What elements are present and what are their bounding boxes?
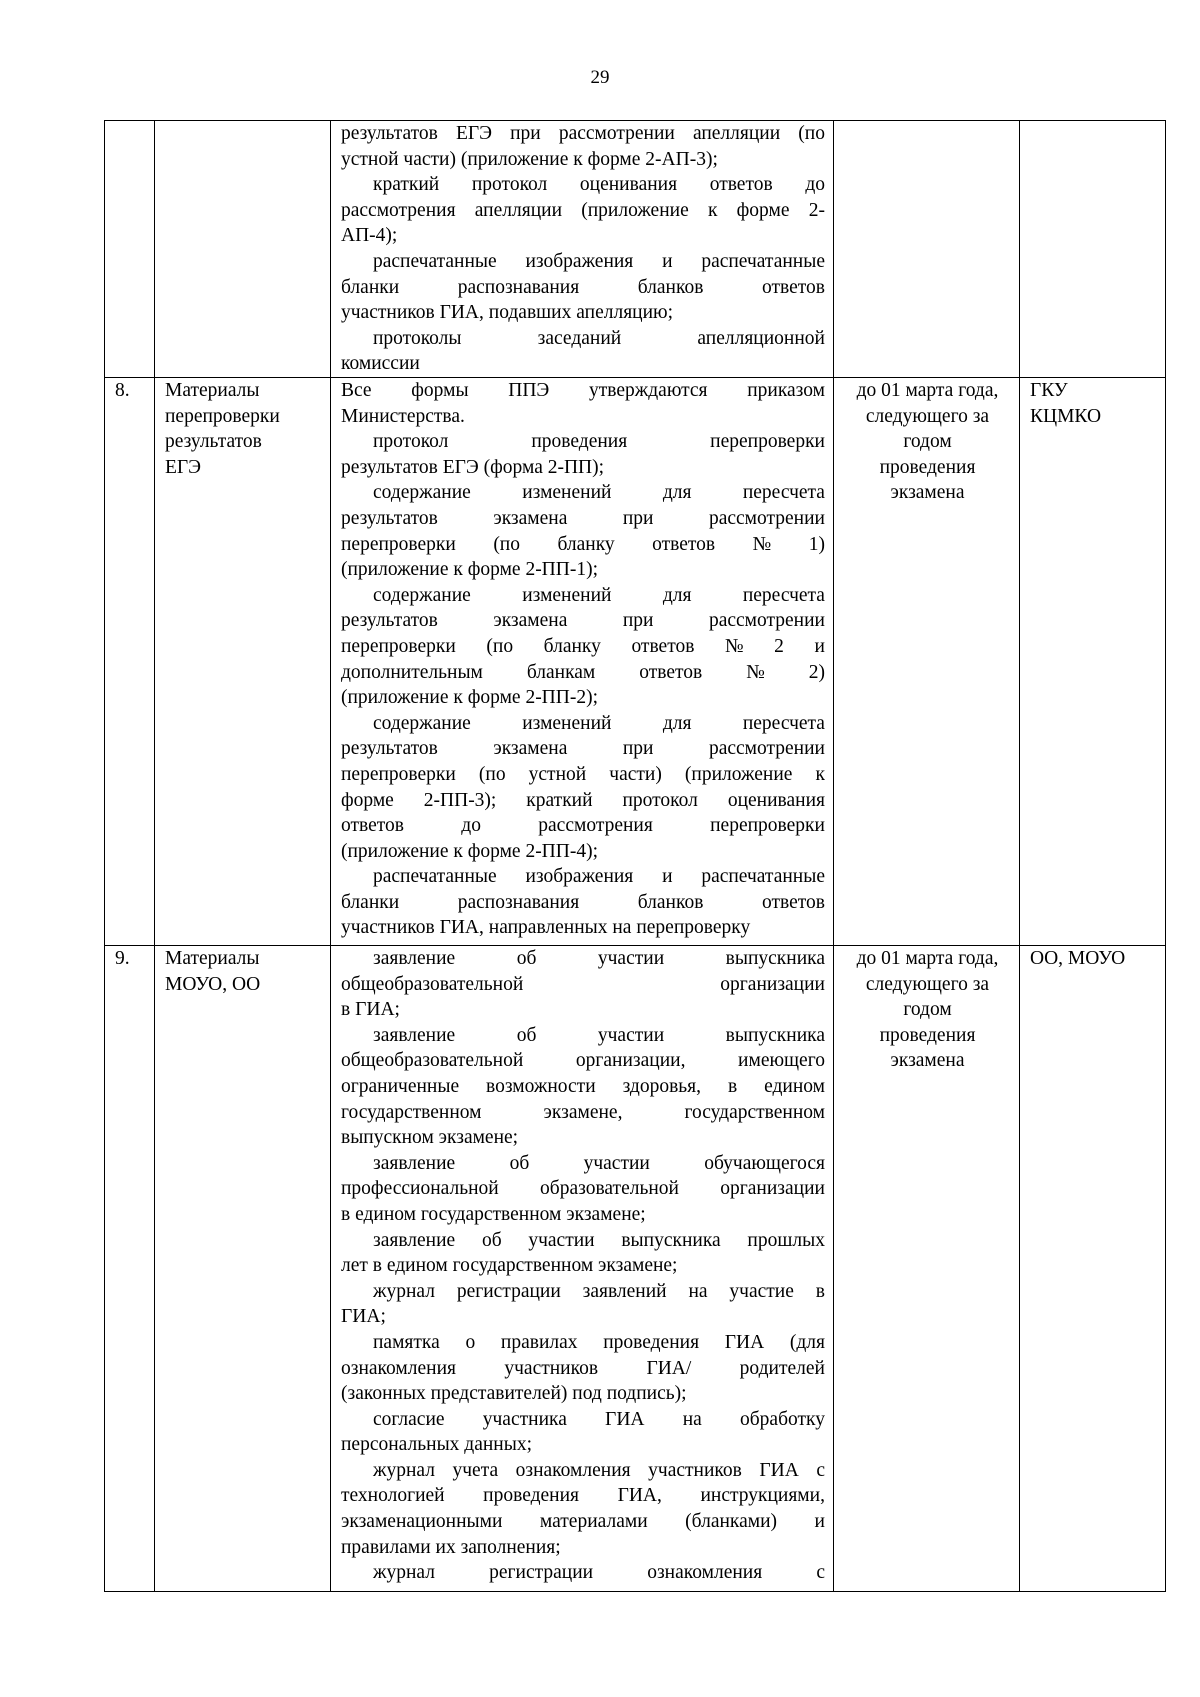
content-line: АП-4);: [341, 225, 398, 247]
content-line: заявление об участии выпускника: [373, 948, 825, 969]
content-line: заявление об участии выпускника прошлых: [373, 1229, 825, 1251]
content-line: результатов ЕГЭ при рассмотрении апелляции (по: [341, 123, 825, 144]
storage-term-line: следующего за: [865, 973, 990, 995]
content-line: согласие участника ГИА на обработку: [373, 1408, 825, 1430]
content-line: заявление об участии обучающегося: [373, 1152, 825, 1174]
storage-term-cell: [834, 121, 1020, 378]
content-line: результатов экзамена при рассмотрении: [341, 738, 825, 760]
storage-term-cell: [834, 946, 1020, 1592]
content-line: лет в едином государственном экзамене;: [341, 1255, 678, 1277]
material-name-cell: [155, 121, 331, 378]
responsible-line: КЦМКО: [1030, 405, 1102, 427]
content-line: журнал регистрации ознакомления с: [373, 1562, 825, 1584]
content-line: протоколы заседаний апелляционной: [373, 327, 825, 349]
content-line: бланки распознавания бланков ответов: [341, 276, 825, 298]
content-line: журнал регистрации заявлений на участие в: [373, 1280, 825, 1302]
content-line: выпускном экзамене;: [341, 1127, 519, 1149]
storage-term-line: до 01 марта года,: [856, 948, 999, 969]
material-name-line: Материалы: [165, 380, 260, 401]
table-row: [105, 946, 1166, 1592]
content-line: перепроверки (по бланку ответов № 1): [341, 533, 825, 555]
materials-table: [104, 120, 1166, 1592]
content-line: заявление об участии выпускника: [373, 1024, 825, 1046]
content-line: краткий протокол оценивания ответов до: [373, 174, 825, 196]
content-line: участников ГИА, направленных на перепроверку: [341, 917, 751, 939]
row-number-cell: 8.: [105, 378, 155, 946]
content-line: (приложение к форме 2-ПП-1);: [341, 559, 599, 581]
row-number-cell: 9.: [105, 946, 155, 1592]
table-row: [105, 121, 1166, 378]
storage-term-line: экзамена: [890, 482, 965, 504]
content-line: в ГИА;: [341, 999, 400, 1021]
content-line: содержание изменений для пересчета: [373, 482, 825, 504]
content-line: общеобразовательной организации, имеющего: [341, 1050, 825, 1072]
content-line: (приложение к форме 2-ПП-4);: [341, 840, 599, 862]
content-line: участников ГИА, подавших апелляцию;: [341, 302, 674, 324]
responsible-cell: [1020, 378, 1166, 946]
content-line: комиссии: [341, 353, 420, 375]
content-line: технологией проведения ГИА, инструкциями,: [341, 1485, 825, 1507]
responsible-cell: [1020, 121, 1166, 378]
content-line: государственном экзамене, государственном: [341, 1101, 825, 1123]
content-line: (приложение к форме 2-ПП-2);: [341, 687, 599, 709]
responsible-cell: [1020, 946, 1166, 1592]
content-line: перепроверки (по бланку ответов № 2 и: [341, 635, 825, 657]
content-line: профессиональной образовательной организации: [341, 1178, 825, 1200]
content-line: правилами их заполнения;: [341, 1536, 561, 1558]
material-name-line: Материалы: [165, 948, 260, 969]
material-content-cell: [331, 378, 834, 946]
content-line: ограниченные возможности здоровья, в едином: [341, 1075, 825, 1097]
material-content-cell: [331, 946, 834, 1592]
material-name-cell: [155, 946, 331, 1592]
content-line: содержание изменений для пересчета: [373, 584, 825, 606]
content-line: устной части) (приложение к форме 2-АП-3);: [341, 148, 718, 170]
content-line: памятка о правилах проведения ГИА (для: [373, 1331, 825, 1353]
material-name-line: перепроверки: [165, 405, 280, 427]
materials-table-body: [105, 121, 1166, 1592]
material-name-line: ЕГЭ: [165, 456, 202, 478]
content-line: журнал учета ознакомления участников ГИА с: [373, 1459, 825, 1481]
row-number-cell: [105, 121, 155, 378]
page-number: 29: [590, 67, 610, 88]
content-line: бланки распознавания бланков ответов: [341, 891, 825, 913]
content-line: экзаменационными материалами (бланками) и: [341, 1511, 825, 1533]
responsible-line: ГКУ: [1030, 380, 1068, 401]
material-name-line: результатов: [165, 431, 262, 453]
table-row: [105, 378, 1166, 946]
responsible-line: ОО, МОУО: [1030, 948, 1126, 969]
storage-term-line: до 01 марта года,: [856, 380, 999, 401]
material-name-cell: [155, 378, 331, 946]
content-line: результатов экзамена при рассмотрении: [341, 610, 825, 632]
content-line: ГИА;: [341, 1306, 386, 1328]
content-line: Все формы ППЭ утверждаются приказом: [341, 380, 825, 401]
content-line: перепроверки (по устной части) (приложение к: [341, 763, 825, 785]
storage-term-line: следующего за: [865, 405, 990, 427]
content-line: форме 2-ПП-3); краткий протокол оценивания: [341, 789, 825, 811]
storage-term-line: проведения: [879, 1024, 976, 1046]
content-line: дополнительным бланкам ответов № 2): [341, 661, 825, 683]
storage-term-line: экзамена: [890, 1050, 965, 1072]
storage-term-line: проведения: [879, 456, 976, 478]
content-line: ознакомления участников ГИА/ родителей: [341, 1357, 825, 1379]
material-content-cell: [331, 121, 834, 378]
content-line: (законных представителей) под подпись);: [341, 1383, 687, 1405]
content-line: Министерства.: [341, 405, 465, 427]
content-line: общеобразовательной организации: [341, 973, 825, 995]
storage-term-line: годом: [903, 431, 952, 453]
content-line: персональных данных;: [341, 1434, 533, 1456]
storage-term-cell: [834, 378, 1020, 946]
content-line: результатов ЕГЭ (форма 2-ПП);: [341, 456, 605, 478]
storage-term-line: годом: [903, 999, 952, 1021]
content-line: содержание изменений для пересчета: [373, 712, 825, 734]
content-line: результатов экзамена при рассмотрении: [341, 507, 825, 529]
content-line: рассмотрения апелляции (приложение к форме 2-: [341, 199, 825, 221]
material-name-line: МОУО, ОО: [165, 973, 261, 995]
content-line: ответов до рассмотрения перепроверки: [341, 815, 825, 837]
content-line: протокол проведения перепроверки: [373, 431, 825, 453]
content-line: в едином государственном экзамене;: [341, 1203, 646, 1225]
content-line: распечатанные изображения и распечатанные: [373, 250, 825, 272]
content-line: распечатанные изображения и распечатанные: [373, 866, 825, 888]
